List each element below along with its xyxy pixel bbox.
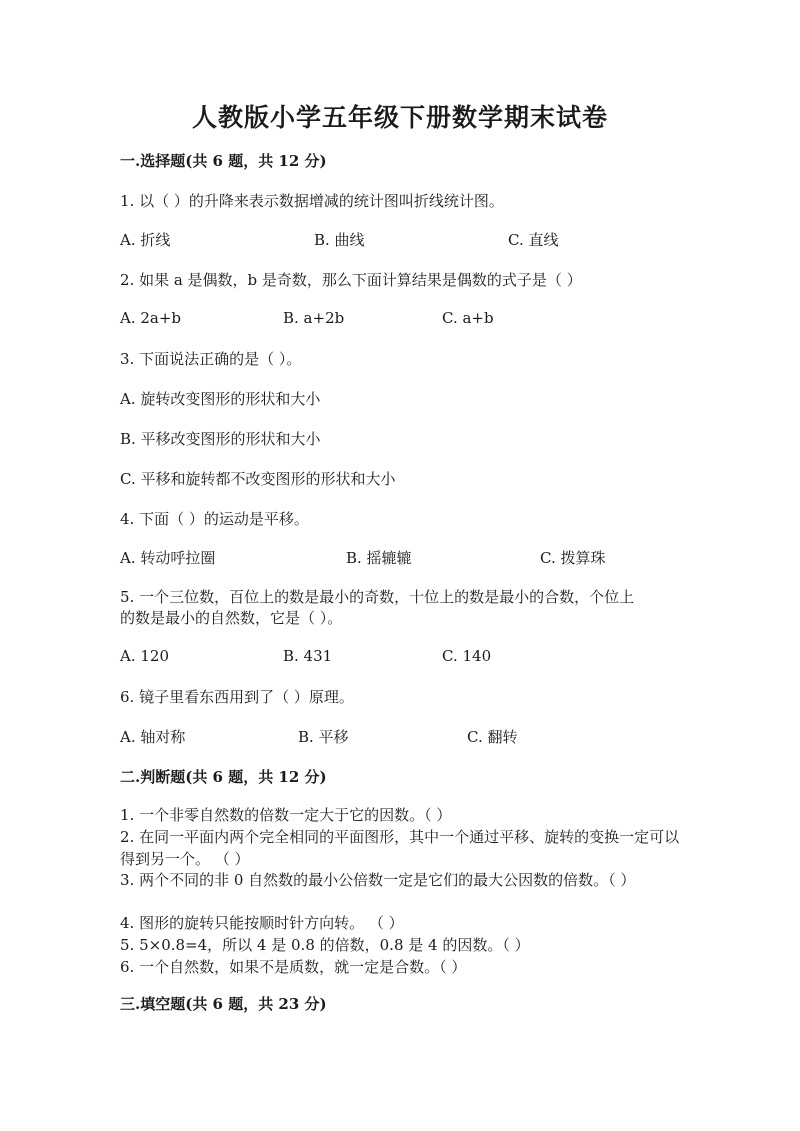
question-2-option-a: A. 2a+b bbox=[120, 309, 182, 327]
question-2-option-b: B. a+2b bbox=[283, 309, 345, 327]
question-3-option-a: A. 旋转改变图形的形状和大小 bbox=[120, 390, 321, 408]
question-4-stem: 4. 下面（ ）的运动是平移。 bbox=[120, 510, 309, 528]
question-5-stem-line-2: 的数是最小的自然数，它是（ ）。 bbox=[120, 609, 343, 627]
question-5-option-a: A. 120 bbox=[120, 647, 169, 665]
question-4-option-a: A. 转动呼拉圈 bbox=[120, 549, 216, 567]
question-5-stem-line-1: 5. 一个三位数，百位上的数是最小的奇数，十位上的数是最小的合数，个位上 bbox=[120, 588, 635, 606]
question-3-stem: 3. 下面说法正确的是（ ）。 bbox=[120, 350, 302, 368]
question-6-stem: 6. 镜子里看东西用到了（ ）原理。 bbox=[120, 688, 354, 706]
question-2-stem: 2. 如果 a 是偶数，b 是奇数，那么下面计算结果是偶数的式子是（ ） bbox=[120, 271, 582, 289]
question-6-option-b: B. 平移 bbox=[298, 728, 349, 746]
tf-item-5: 5. 5×0.8=4，所以 4 是 0.8 的倍数，0.8 是 4 的因数。（ ） bbox=[120, 936, 530, 954]
tf-item-6: 6. 一个自然数，如果不是质数，就一定是合数。（ ） bbox=[120, 958, 467, 976]
question-5-option-c: C. 140 bbox=[442, 647, 492, 665]
question-3-option-b: B. 平移改变图形的形状和大小 bbox=[120, 430, 321, 448]
question-1-option-a: A. 折线 bbox=[120, 231, 171, 249]
question-3-option-c: C. 平移和旋转都不改变图形的形状和大小 bbox=[120, 470, 396, 488]
question-5-option-b: B. 431 bbox=[283, 647, 333, 665]
section-heading-choice: 一.选择题(共 6 题，共 12 分) bbox=[120, 152, 327, 170]
question-6-option-c: C. 翻转 bbox=[467, 728, 518, 746]
question-1-option-c: C. 直线 bbox=[508, 231, 559, 249]
question-2-option-c: C. a+b bbox=[442, 309, 494, 327]
tf-item-1: 1. 一个非零自然数的倍数一定大于它的因数。（ ） bbox=[120, 806, 452, 824]
question-4-option-b: B. 摇辘辘 bbox=[346, 549, 412, 567]
question-4-option-c: C. 拨算珠 bbox=[540, 549, 606, 567]
question-6-option-a: A. 轴对称 bbox=[120, 728, 186, 746]
section-heading-fill-in: 三.填空题(共 6 题，共 23 分) bbox=[120, 995, 327, 1013]
question-1-stem: 1. 以（ ）的升降来表示数据增减的统计图叫折线统计图。 bbox=[120, 192, 504, 210]
tf-item-3: 3. 两个不同的非 0 自然数的最小公倍数一定是它们的最大公因数的倍数。（ ） bbox=[120, 871, 636, 889]
tf-item-4: 4. 图形的旋转只能按顺时针方向转。 （ ） bbox=[120, 914, 404, 932]
question-1-option-b: B. 曲线 bbox=[314, 231, 365, 249]
exam-title: 人教版小学五年级下册数学期末试卷 bbox=[191, 103, 608, 132]
section-heading-true-false: 二.判断题(共 6 题，共 12 分) bbox=[120, 768, 327, 786]
tf-item-2: 2. 在同一平面内两个完全相同的平面图形，其中一个通过平移、旋转的变换一定可以得到另一个。 （ ） bbox=[120, 828, 680, 868]
